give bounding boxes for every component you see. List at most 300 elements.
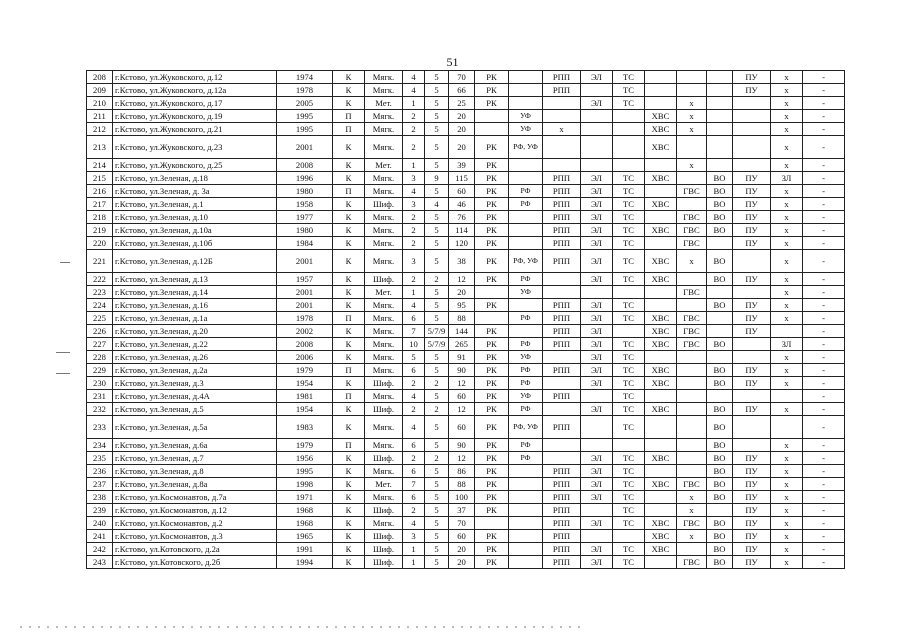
- cell-floors: 10: [403, 338, 425, 351]
- cell-row-number: 235: [87, 452, 113, 465]
- cell-units: 95: [449, 299, 475, 312]
- cell-work-el: ЭЛ: [581, 351, 613, 364]
- cell-floors: 1: [403, 97, 425, 110]
- table-row: [87, 97, 845, 110]
- cell-work-rk: РК: [475, 325, 509, 338]
- cell-entrances: 5: [425, 416, 449, 439]
- cell-dash: -: [803, 351, 845, 364]
- cell-work-hvs: ХВС: [645, 478, 677, 491]
- cell-work-gvs: ГВС: [677, 556, 707, 569]
- cell-roof-type: Мягк.: [365, 250, 403, 273]
- cell-roof-type: Мягк.: [365, 312, 403, 325]
- cell-work-el: ЭЛ: [581, 312, 613, 325]
- cell-year-built: 1958: [277, 198, 333, 211]
- cell-dash: -: [803, 286, 845, 299]
- table-row: [87, 416, 845, 439]
- cell-work-vo: ВО: [707, 172, 733, 185]
- cell-address: г.Кстово, ул.Космонавтов, д.12: [113, 504, 277, 517]
- cell-work-rk: РК: [475, 351, 509, 364]
- cell-mark: х: [771, 299, 803, 312]
- cell-mark: х: [771, 224, 803, 237]
- cell-work-hvs: [645, 299, 677, 312]
- table-row: [87, 185, 845, 198]
- cell-entrances: 5: [425, 543, 449, 556]
- cell-address: г.Кстово, ул.Зеленая, д.6а: [113, 439, 277, 452]
- cell-row-number: 222: [87, 273, 113, 286]
- cell-work-rk: РК: [475, 198, 509, 211]
- cell-address: г.Кстово, ул.Зеленая, д.5: [113, 403, 277, 416]
- cell-units: 88: [449, 478, 475, 491]
- cell-year-built: 1971: [277, 491, 333, 504]
- cell-row-number: 215: [87, 172, 113, 185]
- cell-floors: 4: [403, 416, 425, 439]
- cell-work-hvs: ХВС: [645, 110, 677, 123]
- cell-dash: -: [803, 110, 845, 123]
- cell-work-tc: ТС: [613, 478, 645, 491]
- cell-mark: х: [771, 543, 803, 556]
- cell-floors: 1: [403, 286, 425, 299]
- cell-mark: ЗЛ: [771, 338, 803, 351]
- cell-work-rk: РК: [475, 403, 509, 416]
- cell-entrances: 5: [425, 250, 449, 273]
- cell-work-hvs: ХВС: [645, 517, 677, 530]
- table-row: [87, 198, 845, 211]
- cell-floors: 6: [403, 439, 425, 452]
- cell-work-rf: РФ: [509, 198, 543, 211]
- cell-address: г.Кстово, ул.Зеленая, д.3: [113, 377, 277, 390]
- table-row: [87, 110, 845, 123]
- cell-work-el: ЭЛ: [581, 338, 613, 351]
- cell-entrances: 5/7/9: [425, 338, 449, 351]
- cell-work-rf: УФ: [509, 351, 543, 364]
- cell-entrances: 5: [425, 465, 449, 478]
- cell-work-el: [581, 159, 613, 172]
- cell-dash: -: [803, 84, 845, 97]
- table-row: [87, 439, 845, 452]
- cell-units: 70: [449, 71, 475, 84]
- cell-row-number: 232: [87, 403, 113, 416]
- cell-units: 39: [449, 159, 475, 172]
- cell-address: г.Кстово, ул.Зеленая, д.16: [113, 299, 277, 312]
- cell-floors: 4: [403, 71, 425, 84]
- cell-work-gvs: [677, 84, 707, 97]
- cell-work-rk: РК: [475, 136, 509, 159]
- cell-work-rpp: РПП: [543, 491, 581, 504]
- cell-work-hvs: [645, 159, 677, 172]
- cell-address: г.Кстово, ул.Жуковского, д.12: [113, 71, 277, 84]
- cell-work-vo: ВО: [707, 530, 733, 543]
- table-row: [87, 338, 845, 351]
- cell-dash: -: [803, 159, 845, 172]
- cell-year-built: 1954: [277, 377, 333, 390]
- page-number: 51: [446, 55, 459, 69]
- cell-floors: 3: [403, 172, 425, 185]
- cell-row-number: 216: [87, 185, 113, 198]
- cell-year-built: 1984: [277, 237, 333, 250]
- cell-roof-type: Мягк.: [365, 364, 403, 377]
- cell-entrances: 5: [425, 159, 449, 172]
- cell-work-hvs: ХВС: [645, 543, 677, 556]
- cell-row-number: 211: [87, 110, 113, 123]
- cell-work-rpp: РПП: [543, 224, 581, 237]
- cell-roof-type: Мягк.: [365, 110, 403, 123]
- cell-work-rf: УФ: [509, 110, 543, 123]
- cell-roof-type: Мягк.: [365, 491, 403, 504]
- table-row: [87, 530, 845, 543]
- cell-roof-type: Мягк.: [365, 390, 403, 403]
- cell-row-number: 223: [87, 286, 113, 299]
- cell-year-built: 2002: [277, 325, 333, 338]
- cell-roof-type: Мягк.: [365, 136, 403, 159]
- cell-work-pu: ПУ: [733, 312, 771, 325]
- cell-address: г.Кстово, ул.Котовского, д.2а: [113, 543, 277, 556]
- cell-row-number: 221: [87, 250, 113, 273]
- cell-work-gvs: [677, 452, 707, 465]
- cell-work-gvs: [677, 71, 707, 84]
- cell-roof-type: Мягк.: [365, 338, 403, 351]
- cell-floors: 6: [403, 312, 425, 325]
- cell-wall-type: К: [333, 517, 365, 530]
- cell-work-rk: РК: [475, 97, 509, 110]
- cell-work-tc: ТС: [613, 543, 645, 556]
- cell-entrances: 5: [425, 364, 449, 377]
- table-row: [87, 273, 845, 286]
- cell-work-vo: [707, 286, 733, 299]
- table-row: [87, 465, 845, 478]
- cell-work-rf: РФ: [509, 312, 543, 325]
- cell-year-built: 1981: [277, 390, 333, 403]
- cell-dash: -: [803, 185, 845, 198]
- cell-year-built: 2001: [277, 286, 333, 299]
- cell-roof-type: Мягк.: [365, 211, 403, 224]
- cell-work-el: ЭЛ: [581, 224, 613, 237]
- cell-dash: -: [803, 465, 845, 478]
- cell-work-rf: [509, 556, 543, 569]
- cell-work-hvs: ХВС: [645, 312, 677, 325]
- cell-wall-type: К: [333, 403, 365, 416]
- table-row: [87, 84, 845, 97]
- cell-entrances: 5: [425, 351, 449, 364]
- cell-dash: -: [803, 338, 845, 351]
- cell-work-vo: [707, 390, 733, 403]
- cell-work-vo: [707, 504, 733, 517]
- cell-units: 20: [449, 136, 475, 159]
- cell-row-number: 231: [87, 390, 113, 403]
- cell-address: г.Кстово, ул.Зеленая, д.8а: [113, 478, 277, 491]
- cell-work-hvs: ХВС: [645, 325, 677, 338]
- cell-year-built: 1995: [277, 123, 333, 136]
- cell-floors: 2: [403, 377, 425, 390]
- cell-year-built: 2006: [277, 351, 333, 364]
- cell-work-el: ЭЛ: [581, 299, 613, 312]
- cell-work-tc: ТС: [613, 224, 645, 237]
- cell-work-el: [581, 136, 613, 159]
- cell-wall-type: К: [333, 325, 365, 338]
- cell-work-pu: ПУ: [733, 84, 771, 97]
- cell-work-rk: РК: [475, 491, 509, 504]
- cell-floors: 5: [403, 351, 425, 364]
- cell-work-el: ЭЛ: [581, 237, 613, 250]
- cell-work-tc: ТС: [613, 517, 645, 530]
- cell-work-rpp: х: [543, 123, 581, 136]
- cell-work-tc: ТС: [613, 403, 645, 416]
- cell-address: г.Кстово, ул.Зеленая, д.12Б: [113, 250, 277, 273]
- cell-work-rf: УФ: [509, 123, 543, 136]
- table-row: [87, 159, 845, 172]
- cell-work-tc: [613, 123, 645, 136]
- cell-work-gvs: [677, 403, 707, 416]
- cell-entrances: 5: [425, 136, 449, 159]
- cell-mark: х: [771, 198, 803, 211]
- cell-work-gvs: [677, 465, 707, 478]
- cell-work-tc: ТС: [613, 504, 645, 517]
- cell-units: 86: [449, 465, 475, 478]
- cell-work-pu: [733, 250, 771, 273]
- table-row: [87, 211, 845, 224]
- scan-mark: [56, 373, 70, 374]
- cell-work-hvs: [645, 237, 677, 250]
- cell-work-gvs: ГВС: [677, 286, 707, 299]
- cell-work-tc: ТС: [613, 416, 645, 439]
- cell-work-el: [581, 504, 613, 517]
- cell-floors: 1: [403, 556, 425, 569]
- cell-entrances: 5: [425, 478, 449, 491]
- cell-units: 66: [449, 84, 475, 97]
- cell-work-pu: ПУ: [733, 452, 771, 465]
- cell-work-rk: [475, 517, 509, 530]
- cell-work-vo: ВО: [707, 416, 733, 439]
- cell-row-number: 233: [87, 416, 113, 439]
- cell-roof-type: Шиф.: [365, 556, 403, 569]
- cell-work-vo: ВО: [707, 491, 733, 504]
- cell-floors: 2: [403, 136, 425, 159]
- cell-wall-type: К: [333, 136, 365, 159]
- cell-address: г.Кстово, ул.Зеленая, д.1: [113, 198, 277, 211]
- cell-dash: -: [803, 364, 845, 377]
- cell-work-gvs: [677, 543, 707, 556]
- cell-work-rf: [509, 530, 543, 543]
- cell-work-rpp: РПП: [543, 237, 581, 250]
- cell-mark: х: [771, 403, 803, 416]
- cell-work-pu: ПУ: [733, 377, 771, 390]
- cell-dash: -: [803, 136, 845, 159]
- cell-work-pu: ПУ: [733, 325, 771, 338]
- cell-address: г.Кстово, ул.Зеленая, д.10: [113, 211, 277, 224]
- cell-work-pu: ПУ: [733, 478, 771, 491]
- cell-work-rk: РК: [475, 390, 509, 403]
- cell-work-rk: РК: [475, 504, 509, 517]
- cell-work-el: ЭЛ: [581, 172, 613, 185]
- cell-units: 25: [449, 97, 475, 110]
- cell-work-rk: [475, 312, 509, 325]
- cell-units: 46: [449, 198, 475, 211]
- cell-wall-type: П: [333, 390, 365, 403]
- cell-floors: 7: [403, 478, 425, 491]
- cell-entrances: 5: [425, 84, 449, 97]
- cell-work-rf: [509, 97, 543, 110]
- cell-wall-type: К: [333, 478, 365, 491]
- cell-work-rk: [475, 110, 509, 123]
- cell-address: г.Кстово, ул.Зеленая, д.10б: [113, 237, 277, 250]
- cell-work-vo: ВО: [707, 452, 733, 465]
- cell-work-el: ЭЛ: [581, 478, 613, 491]
- cell-work-el: ЭЛ: [581, 465, 613, 478]
- cell-work-rk: РК: [475, 439, 509, 452]
- cell-work-vo: ВО: [707, 211, 733, 224]
- cell-dash: -: [803, 224, 845, 237]
- cell-work-rpp: РПП: [543, 211, 581, 224]
- cell-work-pu: ПУ: [733, 556, 771, 569]
- cell-work-pu: [733, 159, 771, 172]
- cell-mark: х: [771, 351, 803, 364]
- cell-work-rk: РК: [475, 478, 509, 491]
- cell-units: 90: [449, 439, 475, 452]
- cell-work-rk: РК: [475, 465, 509, 478]
- cell-work-tc: [613, 439, 645, 452]
- cell-work-el: ЭЛ: [581, 325, 613, 338]
- cell-entrances: 5: [425, 312, 449, 325]
- cell-work-pu: ПУ: [733, 172, 771, 185]
- cell-mark: х: [771, 478, 803, 491]
- cell-work-vo: [707, 97, 733, 110]
- cell-entrances: 5: [425, 504, 449, 517]
- cell-work-hvs: ХВС: [645, 377, 677, 390]
- cell-entrances: 5: [425, 71, 449, 84]
- cell-mark: х: [771, 556, 803, 569]
- cell-row-number: 213: [87, 136, 113, 159]
- cell-work-hvs: [645, 390, 677, 403]
- cell-work-hvs: ХВС: [645, 224, 677, 237]
- cell-work-rpp: РПП: [543, 185, 581, 198]
- cell-address: г.Кстово, ул.Зеленая, д.1а: [113, 312, 277, 325]
- cell-work-rpp: РПП: [543, 556, 581, 569]
- cell-work-rk: [475, 286, 509, 299]
- cell-wall-type: К: [333, 273, 365, 286]
- table-row: [87, 517, 845, 530]
- cell-work-rpp: РПП: [543, 465, 581, 478]
- cell-units: 100: [449, 491, 475, 504]
- cell-work-gvs: ГВС: [677, 338, 707, 351]
- cell-units: 60: [449, 416, 475, 439]
- cell-entrances: 5/7/9: [425, 325, 449, 338]
- cell-work-rf: РФ: [509, 439, 543, 452]
- cell-work-el: ЭЛ: [581, 556, 613, 569]
- cell-units: 265: [449, 338, 475, 351]
- cell-roof-type: Шиф.: [365, 504, 403, 517]
- cell-dash: -: [803, 211, 845, 224]
- table-row: [87, 364, 845, 377]
- cell-work-gvs: [677, 172, 707, 185]
- cell-wall-type: К: [333, 224, 365, 237]
- table-row: [87, 543, 845, 556]
- cell-work-rpp: РПП: [543, 543, 581, 556]
- cell-units: 20: [449, 543, 475, 556]
- cell-work-pu: ПУ: [733, 543, 771, 556]
- cell-work-hvs: ХВС: [645, 198, 677, 211]
- cell-wall-type: П: [333, 123, 365, 136]
- cell-work-rf: [509, 172, 543, 185]
- cell-work-hvs: [645, 185, 677, 198]
- cell-units: 70: [449, 517, 475, 530]
- cell-floors: 6: [403, 465, 425, 478]
- cell-floors: 1: [403, 543, 425, 556]
- cell-work-pu: ПУ: [733, 465, 771, 478]
- cell-row-number: 218: [87, 211, 113, 224]
- cell-work-gvs: х: [677, 159, 707, 172]
- cell-work-gvs: [677, 390, 707, 403]
- cell-work-vo: ВО: [707, 556, 733, 569]
- cell-year-built: 1974: [277, 71, 333, 84]
- cell-work-el: ЭЛ: [581, 211, 613, 224]
- cell-year-built: 1978: [277, 84, 333, 97]
- cell-address: г.Кстово, ул.Зеленая, д.8: [113, 465, 277, 478]
- cell-work-rk: РК: [475, 338, 509, 351]
- cell-work-pu: ПУ: [733, 211, 771, 224]
- cell-work-rpp: РПП: [543, 364, 581, 377]
- cell-entrances: 5: [425, 110, 449, 123]
- cell-entrances: 5: [425, 97, 449, 110]
- cell-work-rpp: [543, 351, 581, 364]
- cell-year-built: 2008: [277, 159, 333, 172]
- cell-wall-type: К: [333, 299, 365, 312]
- cell-work-tc: ТС: [613, 250, 645, 273]
- cell-work-rf: РФ: [509, 452, 543, 465]
- cell-wall-type: К: [333, 71, 365, 84]
- cell-address: г.Кстово, ул.Жуковского, д.12а: [113, 84, 277, 97]
- cell-units: 20: [449, 110, 475, 123]
- cell-dash: -: [803, 172, 845, 185]
- cell-units: 37: [449, 504, 475, 517]
- cell-work-vo: [707, 351, 733, 364]
- table-row: [87, 403, 845, 416]
- cell-dash: -: [803, 403, 845, 416]
- cell-wall-type: П: [333, 110, 365, 123]
- cell-row-number: 219: [87, 224, 113, 237]
- cell-work-gvs: х: [677, 530, 707, 543]
- cell-row-number: 234: [87, 439, 113, 452]
- cell-work-gvs: х: [677, 504, 707, 517]
- cell-work-gvs: [677, 273, 707, 286]
- scan-mark: [60, 262, 70, 263]
- cell-entrances: 4: [425, 198, 449, 211]
- cell-year-built: 1980: [277, 224, 333, 237]
- cell-work-hvs: ХВС: [645, 338, 677, 351]
- cell-work-rk: РК: [475, 543, 509, 556]
- cell-dash: -: [803, 439, 845, 452]
- cell-work-el: [581, 84, 613, 97]
- cell-row-number: 240: [87, 517, 113, 530]
- cell-work-vo: [707, 84, 733, 97]
- cell-dash: -: [803, 237, 845, 250]
- cell-work-rk: РК: [475, 159, 509, 172]
- cell-roof-type: Шиф.: [365, 452, 403, 465]
- cell-address: г.Кстово, ул.Зеленая, д.26: [113, 351, 277, 364]
- cell-work-el: ЭЛ: [581, 543, 613, 556]
- cell-work-pu: [733, 110, 771, 123]
- cell-work-vo: ВО: [707, 377, 733, 390]
- cell-entrances: 2: [425, 273, 449, 286]
- cell-work-hvs: ХВС: [645, 364, 677, 377]
- cell-work-rf: РФ: [509, 364, 543, 377]
- cell-roof-type: Мягк.: [365, 299, 403, 312]
- cell-address: г.Кстово, ул.Космонавтов, д.7а: [113, 491, 277, 504]
- cell-roof-type: Шиф.: [365, 403, 403, 416]
- table-row: [87, 224, 845, 237]
- table-row: [87, 452, 845, 465]
- cell-work-tc: [613, 159, 645, 172]
- cell-dash: -: [803, 416, 845, 439]
- cell-wall-type: К: [333, 504, 365, 517]
